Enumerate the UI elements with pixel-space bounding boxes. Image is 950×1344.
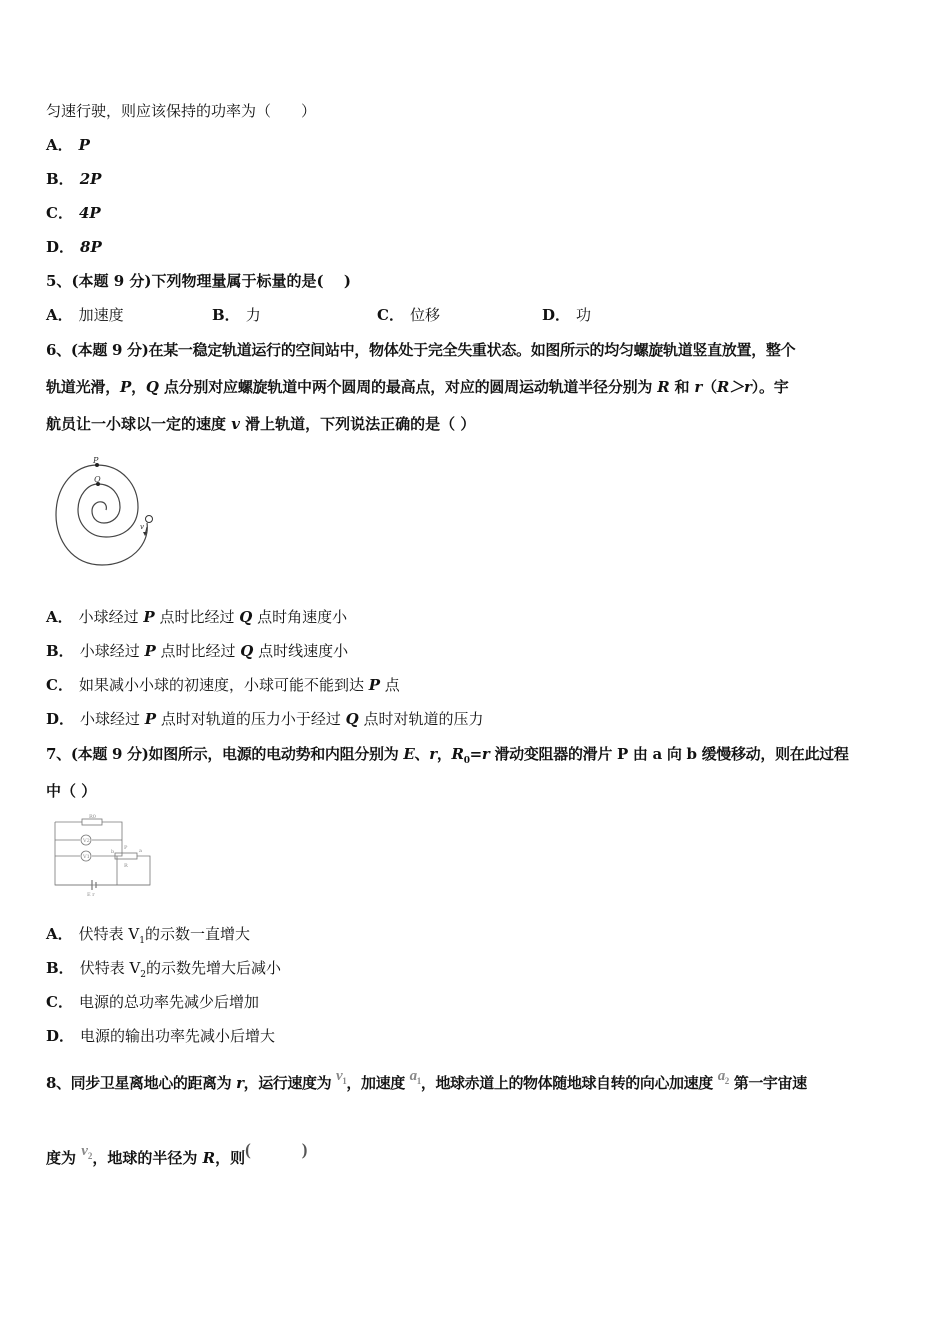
option-text: 加速度: [78, 306, 124, 324]
q7-option-b: [46, 958, 281, 985]
text: 如图所示，电源的电动势和内阻分别为: [148, 745, 404, 763]
option-text: 8P: [80, 238, 102, 256]
option-text: 4P: [78, 204, 101, 222]
label-a: a: [139, 848, 142, 854]
text: 小球经过: [80, 710, 145, 728]
option-label: B．: [212, 306, 240, 324]
var-R: R: [657, 378, 670, 396]
q4-option-b: [46, 169, 101, 189]
option-label: A．: [46, 136, 73, 154]
var: Q: [345, 710, 359, 728]
text: ，地球赤道上的物体随地球自转的向心加速度: [420, 1074, 718, 1092]
var: P: [143, 608, 155, 626]
option-text: P: [78, 136, 90, 154]
condition: R＞r: [716, 378, 752, 396]
var: P: [368, 676, 381, 694]
symbol: v: [81, 1143, 88, 1159]
q4-stem-text: 匀速行驶，则应该保持的功率为（ ）: [46, 102, 317, 120]
text: 小球经过: [78, 608, 144, 626]
var: Q: [239, 608, 253, 626]
var-R0: R: [451, 745, 464, 763]
text: 度为: [46, 1149, 82, 1167]
text: 点时对轨道的压力: [358, 710, 484, 728]
q8-stem-line1: [46, 1068, 807, 1099]
var: P: [144, 710, 157, 728]
subscript: 1: [416, 1076, 421, 1086]
option-label: C．: [46, 993, 73, 1011]
label-R: R: [124, 863, 128, 869]
label-v: v: [140, 523, 144, 531]
q4-option-a: [46, 135, 90, 155]
q7-option-c: [46, 992, 259, 1012]
subscript: 2: [140, 970, 147, 980]
option-label: B．: [46, 959, 74, 977]
text: ，则: [215, 1149, 246, 1167]
subscript: 1: [139, 936, 145, 946]
var-v2: [81, 1143, 92, 1159]
text: 点时角速度小: [252, 608, 348, 626]
text: 点时线速度小: [253, 642, 349, 660]
q5-stem: [46, 271, 351, 291]
text: 电源的输出功率先减小后增大: [80, 1027, 276, 1045]
q6-option-d: [46, 709, 483, 729]
var-v1: [336, 1068, 346, 1084]
var: Q: [240, 642, 254, 660]
subscript: 2: [87, 1151, 93, 1161]
option-label: A．: [46, 925, 73, 943]
question-score: (本题 9 分): [70, 745, 149, 763]
equation: =r: [469, 745, 490, 763]
var: P: [144, 642, 156, 660]
text: 、: [414, 745, 430, 763]
label-V1: V1: [83, 854, 90, 860]
q6-stem-line3: [46, 414, 475, 434]
question-number: 6、: [46, 341, 71, 359]
label-Q: Q: [94, 475, 101, 484]
option-label: B．: [46, 170, 74, 188]
q6-stem-line1: [46, 340, 795, 360]
label-R0: R0: [89, 814, 96, 820]
text: 电源的总功率先减少后增加: [78, 993, 259, 1011]
text: （: [702, 378, 717, 396]
subscript: 1: [342, 1076, 347, 1086]
option-label: D．: [542, 306, 571, 324]
var-a2: [718, 1068, 729, 1084]
text: 的示数一直增大: [144, 925, 250, 943]
option-label: D．: [46, 238, 75, 256]
text: 的示数先增大后减小: [146, 959, 282, 977]
text: 第一宇宙速: [728, 1074, 807, 1092]
text: ，: [436, 745, 452, 763]
answer-blank: ( ): [245, 1140, 308, 1159]
q6-stem-line2: [46, 377, 789, 397]
var-r: r: [236, 1074, 244, 1092]
q5-option-b: [212, 305, 261, 325]
text: ，加速度: [346, 1074, 410, 1092]
text: 点: [380, 676, 400, 694]
text: 航员让一小球以一定的速度: [46, 415, 232, 433]
q4-option-c: [46, 203, 101, 223]
question-score: (本题 9 分): [70, 341, 149, 359]
text: 同步卫星离地心的距离为: [70, 1074, 237, 1092]
text: 中（ ）: [46, 782, 97, 800]
subscript: 2: [724, 1076, 729, 1086]
text: 伏特表 V: [79, 959, 141, 977]
label-Er: E r: [87, 892, 95, 897]
var-r: r: [429, 745, 437, 763]
question-score: (本题 9 分): [71, 272, 152, 290]
var-Q: Q: [145, 378, 159, 396]
spiral-track-figure: [50, 455, 165, 575]
label-b: b: [111, 849, 115, 855]
text: ，运行速度为: [243, 1074, 337, 1092]
text: ，: [131, 378, 146, 396]
var-E: E: [403, 745, 415, 763]
question-text: 下列物理量属于标量的是( ): [151, 272, 351, 290]
option-label: A．: [46, 608, 73, 626]
text: 和: [669, 378, 695, 396]
question-number: 7、: [46, 745, 71, 763]
label-P: P: [93, 456, 99, 465]
q7-stem-line1: [46, 744, 849, 771]
text: 伏特表 V: [78, 925, 140, 943]
q5-option-d: [542, 305, 591, 325]
option-text: 功: [576, 306, 592, 324]
text: 如果减小小球的初速度，小球可能不能到达: [78, 676, 369, 694]
symbol: a: [409, 1068, 417, 1084]
text: ）。宇: [751, 378, 789, 396]
option-label: D．: [46, 710, 75, 728]
q6-option-c: [46, 675, 400, 695]
option-text: 力: [245, 306, 261, 324]
option-text: 2P: [79, 170, 102, 188]
question-number: 5、: [46, 272, 72, 290]
q7-option-d: [46, 1026, 275, 1046]
text: ，地球的半径为: [92, 1149, 203, 1167]
option-label: A．: [46, 306, 73, 324]
q6-option-a: [46, 607, 347, 627]
var-v: v: [231, 415, 240, 433]
var-r: r: [694, 378, 703, 396]
text: 点时对轨道的压力小于经过: [156, 710, 346, 728]
q7-option-a: [46, 924, 250, 951]
symbol: v: [336, 1068, 343, 1084]
circuit-figure: [52, 812, 152, 897]
label-V2: V2: [83, 838, 90, 844]
question-number: 8、: [46, 1074, 71, 1092]
q8-stem-line2: [46, 1140, 308, 1174]
subscript: 0: [463, 756, 470, 766]
var-P: P: [120, 378, 132, 396]
q6-option-b: [46, 641, 348, 661]
option-label: B．: [46, 642, 74, 660]
q5-option-c: [377, 305, 440, 325]
var-R: R: [202, 1149, 216, 1167]
text: 点分别对应螺旋轨道中两个圆周的最高点，对应的圆周运动轨道半径分别为: [158, 378, 658, 396]
q7-stem-line2: [46, 781, 96, 801]
text: 点时比经过: [155, 642, 241, 660]
q5-option-a: [46, 305, 124, 325]
q4-option-d: [46, 237, 102, 257]
option-label: C．: [46, 676, 73, 694]
text: 滑动变阻器的滑片 P 由 a 向 b 缓慢移动，则在此过程: [489, 745, 849, 763]
option-label: D．: [46, 1027, 75, 1045]
option-text: 位移: [409, 306, 440, 324]
label-P: P: [124, 845, 128, 851]
option-label: C．: [377, 306, 404, 324]
text: 小球经过: [79, 642, 145, 660]
text: 滑上轨道，下列说法正确的是（ ）: [239, 415, 476, 433]
q4-stem-end: [46, 101, 316, 121]
var-a1: [410, 1068, 421, 1084]
option-label: C．: [46, 204, 73, 222]
text: 点时比经过: [154, 608, 240, 626]
symbol: a: [717, 1068, 725, 1084]
text: 轨道光滑，: [46, 378, 121, 396]
question-text: 在某一稳定轨道运行的空间站中，物体处于完全失重状态。如图所示的均匀螺旋轨道竖直放置，整个: [148, 341, 796, 359]
